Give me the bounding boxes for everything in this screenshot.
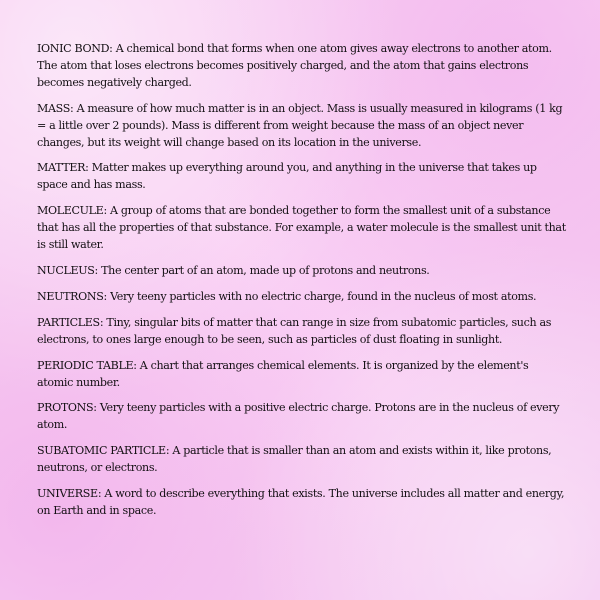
glossary-term: SUBATOMIC PARTICLE (37, 444, 166, 458)
glossary-definition: A measure of how much matter is in an object. Mass is usually measured in kilograms (1 kg = a little over 2 pounds). Mass is different from weight because the mass of an object never changes, but its weight will change based on its location in the universe. (37, 101, 563, 149)
glossary-term: IONIC BOND (37, 42, 110, 55)
glossary-entry-nucleus: NUCLEUS: The center part of an atom, made up of protons and neutrons. (37, 263, 430, 277)
glossary-definition: A group of atoms that are bonded together to form the smallest unit of a substance that has all the properties of that substance. For example, a water molecule is the smallest unit that is still water. (37, 204, 566, 252)
glossary-definition: Matter makes up everything around you, and anything in the universe that takes up space and has mass. (37, 161, 537, 192)
glossary-entry-periodic-table: PERIODIC TABLE: A chart that arranges chemical elements. It is organized by the element's atomic number. (37, 358, 529, 389)
glossary-term: MATTER (37, 161, 86, 175)
glossary-term: NEUTRONS (37, 289, 104, 303)
glossary-entry-particles: PARTICLES: Tiny, singular bits of matter that can range in size from subatomic particles, such as electrons, to ones large enough to be seen, such as particles of dust floating in sunlight. (37, 315, 552, 346)
glossary-definition: A chemical bond that forms when one atom gives away electrons to another atom. The atom that loses electrons becomes positively charged, and the atom that gains electrons becomes negatively charged. (37, 42, 552, 89)
glossary-term: NUCLEUS (37, 263, 95, 277)
glossary-entry-protons: PROTONS: Very teeny particles with a positive electric charge. Protons are in the nucleus of every atom. (37, 401, 560, 432)
glossary-definition: Very teeny particles with no electric charge, found in the nucleus of most atoms. (110, 289, 537, 303)
glossary-list (37, 41, 567, 529)
glossary-entry-mass: MASS: A measure of how much matter is in an object. Mass is usually measured in kilograms (1 kg = a little over 2 pounds). Mass is different from weight because the mass of an object never changes, but its weight will change based on its location in the universe. (37, 101, 563, 149)
glossary-definition: Very teeny particles with a positive electric charge. Protons are in the nucleus of every atom. (37, 401, 560, 432)
glossary-term: PARTICLES (37, 315, 100, 329)
glossary-entry-neutrons: NEUTRONS: Very teeny particles with no electric charge, found in the nucleus of most atoms. (37, 289, 537, 303)
glossary-definition: A chart that arranges chemical elements. It is organized by the element's atomic number. (37, 358, 529, 389)
glossary-entry-matter: MATTER: Matter makes up everything around you, and anything in the universe that takes up space and has mass. (37, 161, 537, 192)
glossary-term: MASS (37, 101, 70, 115)
glossary-entry-ionic-bond: IONIC BOND: A chemical bond that forms when one atom gives away electrons to another atom. The atom that loses electrons becomes positively charged, and the atom that gains electrons becomes negatively charged. (37, 42, 552, 89)
glossary-term: PROTONS (37, 401, 94, 415)
glossary-definition: A particle that is smaller than an atom and exists within it, like protons, neutrons, or electrons. (37, 444, 552, 475)
glossary-definition: The center part of an atom, made up of protons and neutrons. (101, 263, 430, 277)
glossary-entry-subatomic-particle: SUBATOMIC PARTICLE: A particle that is smaller than an atom and exists within it, like protons, neutrons, or electrons. (37, 444, 552, 475)
glossary-entry-molecule: MOLECULE: A group of atoms that are bonded together to form the smallest unit of a substance that has all the properties of that substance. For example, a water molecule is the smallest unit that is still water. (37, 204, 566, 252)
glossary-definition: A word to describe everything that exists. The universe includes all matter and energy, on Earth and in space. (37, 487, 565, 517)
glossary-term: MOLECULE (37, 204, 104, 218)
glossary-term: UNIVERSE (37, 487, 98, 501)
glossary-definition: Tiny, singular bits of matter that can range in size from subatomic particles, such as electrons, to ones large enough to be seen, such as particles of dust floating in sunlight. (37, 315, 552, 346)
glossary-term: PERIODIC TABLE (37, 358, 134, 372)
glossary-entry-universe: UNIVERSE: A word to describe everything that exists. The universe includes all matter and energy, on Earth and in space. (37, 487, 565, 517)
